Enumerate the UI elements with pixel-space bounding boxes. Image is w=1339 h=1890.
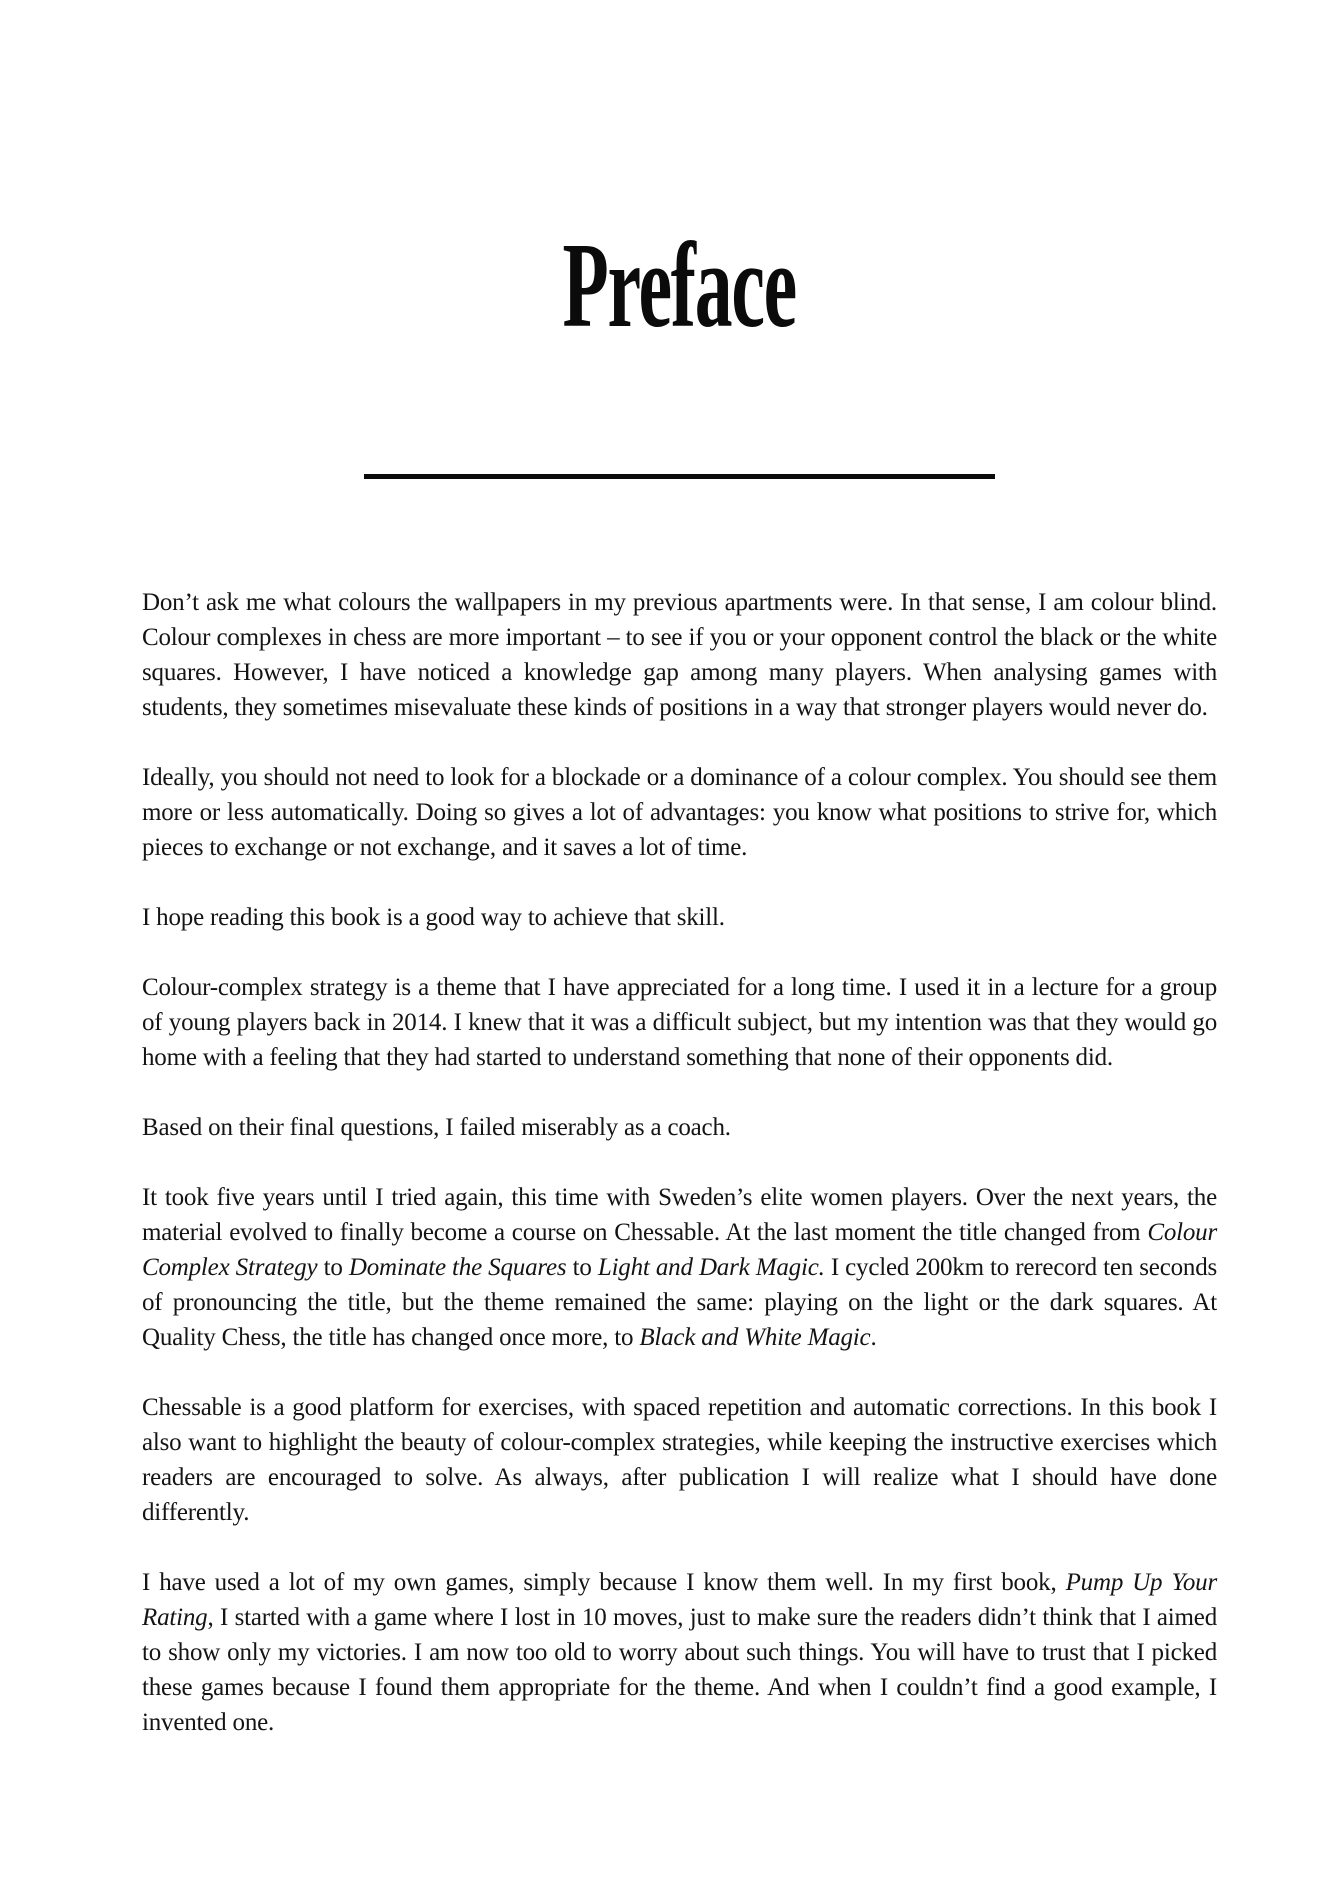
text-segment: Chessable is a good platform for exercises, with spaced repetition and automatic corrections. In this book I also want to highlight the beauty of colour-complex strategies, while keeping the instructive exercises which readers are encouraged to solve. As always, after publication I will realize what I should have done differently. xyxy=(142,1394,1217,1527)
book-title-italic: Black and White Magic xyxy=(639,1324,871,1352)
text-segment: Colour-complex strategy is a theme that I have appreciated for a long time. I used it in a lecture for a group of young players back in 2014. I knew that it was a difficult subject, but my intention was that they would go home with a feeling that they had started to understand something that none of their opponents did. xyxy=(142,974,1217,1072)
text-segment: to xyxy=(317,1254,349,1282)
paragraph-4 xyxy=(142,970,1217,1075)
paragraph-5 xyxy=(142,1110,1217,1145)
book-title-italic: Light and Dark Magic. xyxy=(597,1254,825,1282)
paragraph-8 xyxy=(142,1565,1217,1740)
paragraph-2 xyxy=(142,760,1217,865)
text-segment: I hope reading this book is a good way to achieve that skill. xyxy=(142,904,725,932)
text-segment: , I started with a game where I lost in 10 moves, just to make sure the readers didn’t think that I aimed to show only my victories. I am now too old to worry about such things. You will have to trust that I picked these games because I found them appropriate for the theme. And when I couldn’t find a good example, I invented one. xyxy=(142,1604,1217,1737)
text-segment: to xyxy=(566,1254,598,1282)
text-segment: Don’t ask me what colours the wallpapers in my previous apartments were. In that sense, I am colour blind. Colour complexes in chess are more important – to see if you or your opponent control the black or the white squares. However, I have noticed a knowledge gap among many players. When analysing games with students, they sometimes misevaluate these kinds of positions in a way that stronger players would never do. xyxy=(142,589,1217,722)
preface-body xyxy=(142,585,1217,1740)
title-block xyxy=(142,0,1217,428)
book-title-italic: Pump Up Your Rating xyxy=(142,1569,1217,1632)
paragraph-3 xyxy=(142,900,1217,935)
text-segment: Ideally, you should not need to look for a blockade or a dominance of a colour complex. You should see them more or less automatically. Doing so gives a lot of advantages: you know what positions to strive for, which pieces to exchange or not exchange, and it saves a lot of time. xyxy=(142,764,1217,862)
page-title: Preface xyxy=(562,217,797,353)
text-column xyxy=(142,0,1217,1740)
text-segment: Based on their final questions, I failed miserably as a coach. xyxy=(142,1114,731,1142)
paragraph-6 xyxy=(142,1180,1217,1355)
book-title-italic: Colour Complex Strategy xyxy=(142,1219,1217,1282)
text-segment: I cycled 200km to rerecord ten seconds of pronouncing the title, but the theme remained the same: playing on the light or the dark squares. At Quality Chess, the title has changed once more, to xyxy=(142,1254,1218,1352)
paragraph-1 xyxy=(142,585,1217,725)
text-segment: It took five years until I tried again, this time with Sweden’s elite women players. Over the next years, the material evolved to finally become a course on Chessable. At the last moment the title changed from xyxy=(142,1184,1217,1247)
book-title-italic: Dominate the Squares xyxy=(348,1254,567,1282)
paragraph-7 xyxy=(142,1390,1217,1530)
text-segment: I have used a lot of my own games, simply because I know them well. In my first book, xyxy=(142,1569,1066,1597)
title-rule xyxy=(364,474,995,479)
text-segment: . xyxy=(870,1324,877,1352)
